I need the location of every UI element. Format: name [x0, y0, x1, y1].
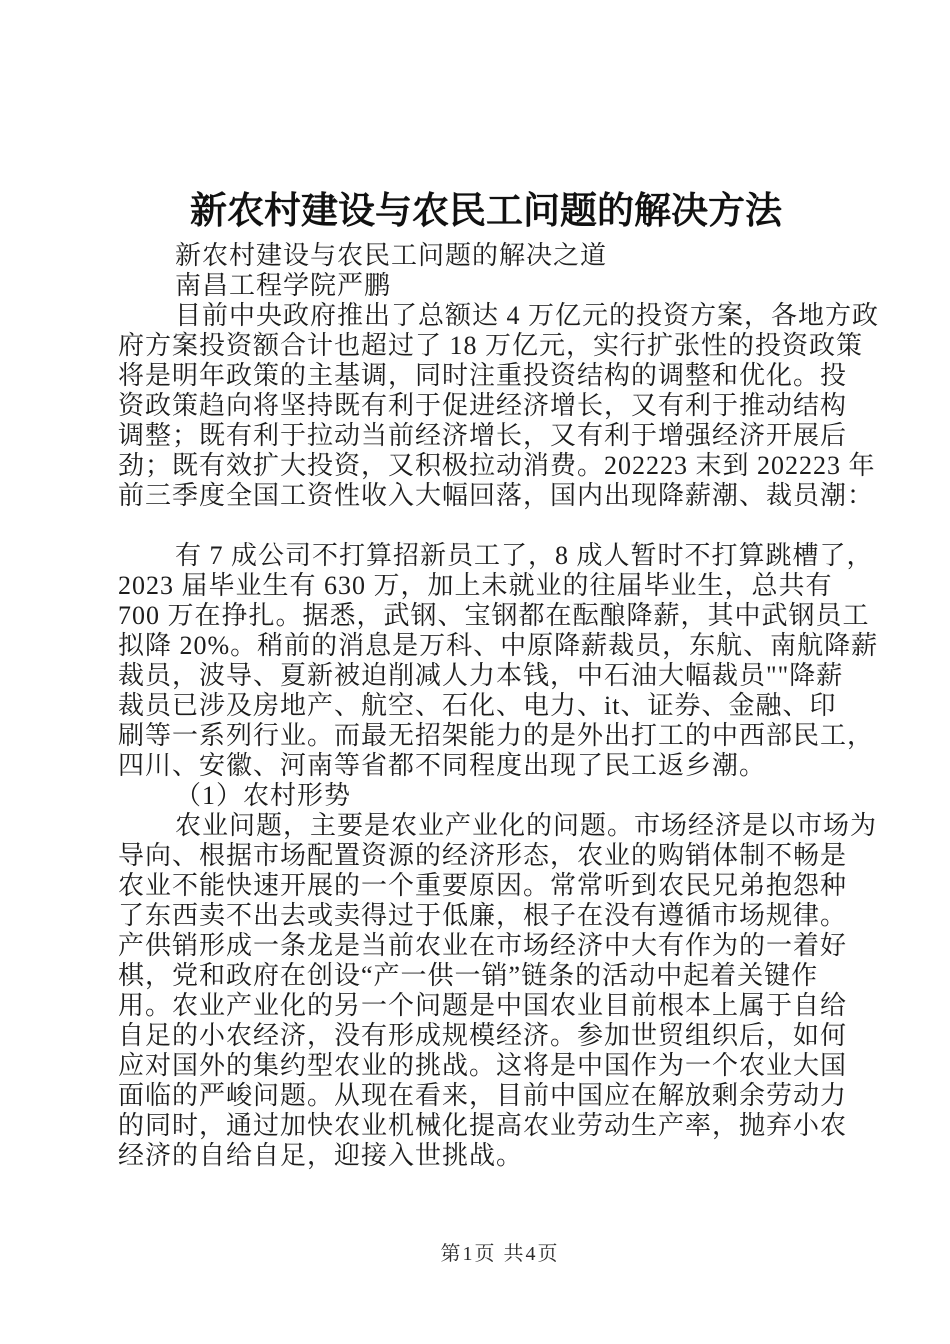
text-line: 有 7 成公司不打算招新员工了，8 成人暂时不打算跳槽了，: [175, 541, 874, 570]
text-line: 拟降 20%。稍前的消息是万科、中原降薪裁员，东航、南航降薪: [118, 631, 879, 660]
text-line: 刷等一系列行业。而最无招架能力的是外出打工的中西部民工，: [118, 721, 875, 750]
text-line: 的同时，通过加快农业机械化提高农业劳动生产率，抛弃小农: [118, 1111, 848, 1140]
page-number-label: 第1页 共4页: [440, 1243, 560, 1265]
page-footer: [118, 1237, 854, 1266]
text-line: 府方案投资额合计也超过了 18 万亿元，实行扩张性的投资政策: [118, 331, 864, 360]
text-line: 棋，党和政府在创设“产一供一销”链条的活动中起着关键作: [118, 961, 819, 990]
text-line: 自足的小农经济，没有形成规模经济。参加世贸组织后，如何: [118, 1021, 848, 1050]
text-line: 劲；既有效扩大投资，又积极拉动消费。202223 末到 202223 年: [118, 451, 876, 480]
text-line: 面临的严峻问题。从现在看来，目前中国应在解放剩余劳动力: [118, 1081, 848, 1110]
text-line: 导向、根据市场配置资源的经济形态，农业的购销体制不畅是: [118, 841, 848, 870]
text-line: 将是明年政策的主基调，同时注重投资结构的调整和优化。投: [118, 361, 848, 390]
blank-line: [118, 511, 878, 541]
text-line: 调整；既有利于拉动当前经济增长，又有利于增强经济开展后: [118, 421, 848, 450]
text-line: 应对国外的集约型农业的挑战。这将是中国作为一个农业大国: [118, 1051, 848, 1080]
text-line: 2023 届毕业生有 630 万，加上未就业的往届毕业生，总共有: [118, 571, 833, 600]
document-title: 新农村建设与农民工问题的解决方法: [190, 191, 782, 232]
text-line: 产供销形成一条龙是当前农业在市场经济中大有作为的一着好: [118, 931, 848, 960]
text-line: 目前中央政府推出了总额达 4 万亿元的投资方案，各地方政: [175, 301, 880, 330]
text-line: 经济的自给自足，迎接入世挑战。: [118, 1141, 524, 1170]
text-line: 裁员已涉及房地产、航空、石化、电力、it、证券、金融、印: [118, 691, 837, 720]
text-line: 700 万在挣扎。据悉，武钢、宝钢都在酝酿降薪，其中武钢员工: [118, 601, 870, 630]
text-line: 新农村建设与农民工问题的解决之道: [175, 241, 608, 270]
text-line: （1）农村形势: [175, 781, 352, 810]
text-line: 了东西卖不出去或卖得过于低廉，根子在没有遵循市场规律。: [118, 901, 848, 930]
text-line: 资政策趋向将坚持既有利于促进经济增长，又有利于推动结构: [118, 391, 848, 420]
text-line: 四川、安徽、河南等省都不同程度出现了民工返乡潮。: [118, 751, 767, 780]
text-line: 农业不能快速开展的一个重要原因。常常听到农民兄弟抱怨种: [118, 871, 848, 900]
text-line: 前三季度全国工资性收入大幅回落，国内出现降薪潮、裁员潮：: [118, 481, 875, 510]
text-line: 用。农业产业化的另一个问题是中国农业目前根本上属于自给: [118, 991, 848, 1020]
text-line: 南昌工程学院严鹏: [175, 271, 392, 300]
document-body: [118, 241, 878, 1171]
text-line: 裁员，波导、夏新被迫削减人力本钱，中石油大幅裁员""降薪: [118, 661, 844, 690]
text-line: 农业问题，主要是农业产业化的问题。市场经济是以市场为: [175, 811, 878, 840]
